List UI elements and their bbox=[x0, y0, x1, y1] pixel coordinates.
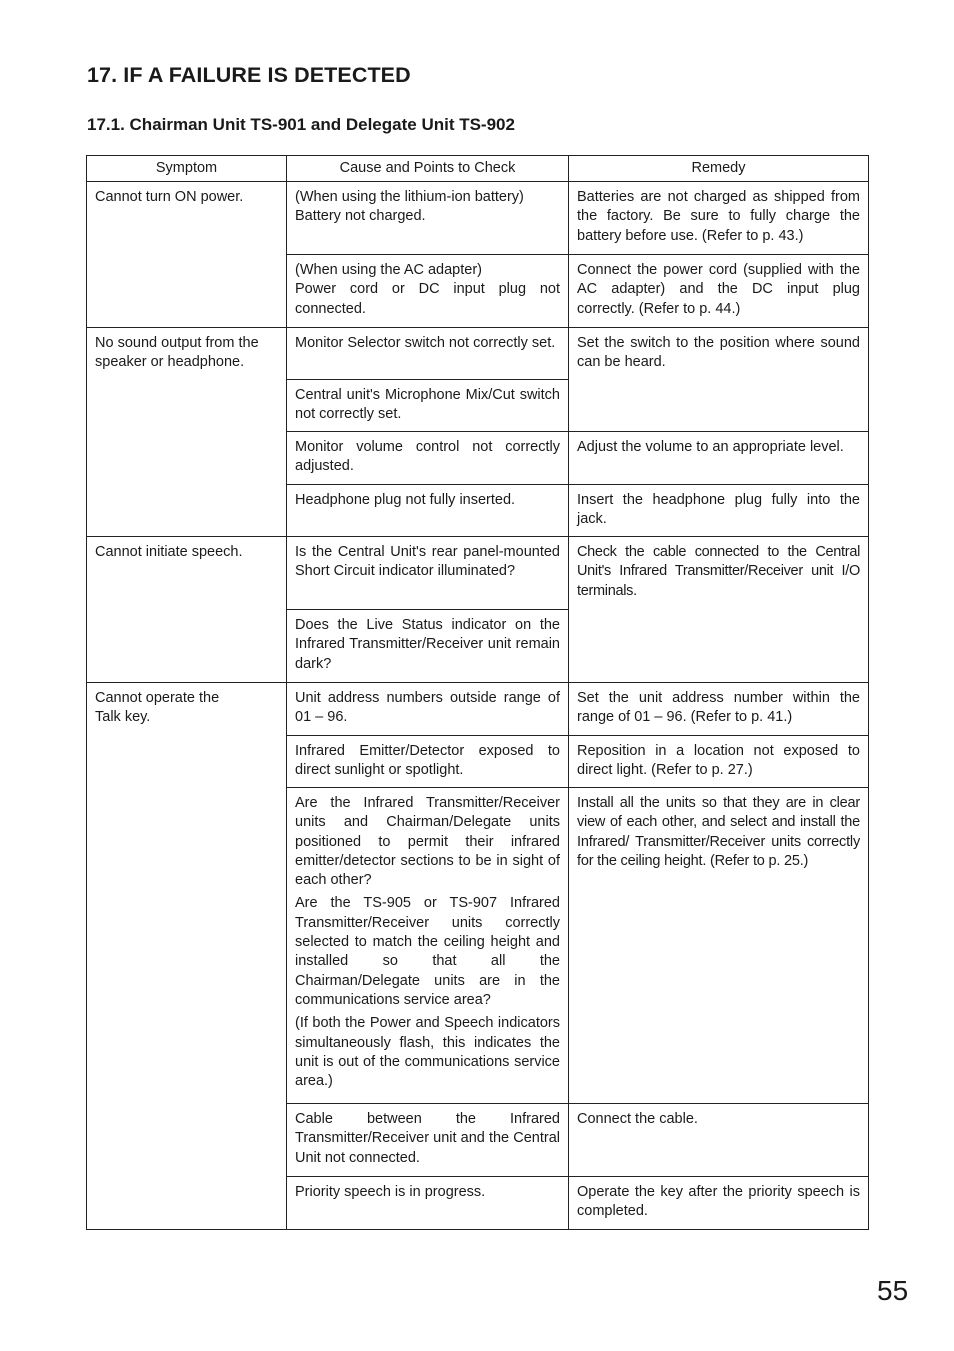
cause-cell bbox=[287, 255, 569, 328]
troubleshooting-table bbox=[86, 155, 869, 1230]
cause-cell: Central unit's Microphone Mix/Cut switch not correctly set. bbox=[287, 380, 569, 432]
column-header-remedy: Remedy bbox=[569, 156, 869, 182]
section-title: 17.1. Chairman Unit TS-901 and Delegate Unit TS-902 bbox=[87, 115, 515, 134]
table-row bbox=[87, 683, 869, 736]
remedy-cell: Connect the cable. bbox=[569, 1104, 869, 1177]
remedy-cell: Insert the headphone plug fully into the jack. bbox=[569, 485, 869, 537]
remedy-cell: Adjust the volume to an appropriate level. bbox=[569, 432, 869, 485]
cause-cell bbox=[287, 788, 569, 1104]
table-row bbox=[87, 328, 869, 380]
cause-line: Power cord or DC input plug not connected. bbox=[295, 281, 560, 317]
symptom-cell: Cannot initiate speech. bbox=[87, 537, 287, 683]
page-number: 55 bbox=[877, 1275, 909, 1306]
cause-line: (When using the lithium-ion battery) bbox=[295, 189, 524, 205]
cause-cell: Monitor volume control not correctly adjusted. bbox=[287, 432, 569, 485]
table-row bbox=[87, 537, 869, 610]
cause-cell: Unit address numbers outside range of 01 – 96. bbox=[287, 683, 569, 736]
cause-cell: Does the Live Status indicator on the Infrared Transmitter/Receiver unit remain dark? bbox=[287, 610, 569, 683]
table-row bbox=[87, 182, 869, 255]
remedy-cell: Operate the key after the priority speech is completed. bbox=[569, 1177, 869, 1230]
remedy-cell: Set the unit address number within the range of 01 – 96. (Refer to p. 41.) bbox=[569, 683, 869, 736]
remedy-cell: Check the cable connected to the Central Unit's Infrared Transmitter/Receiver unit I/O terminals. bbox=[569, 537, 869, 683]
page-title: 17. IF A FAILURE IS DETECTED bbox=[87, 63, 411, 87]
remedy-cell: Install all the units so that they are in clear view of each other, and select and install the Infrared/ Transmitter/Receiver units correctly for the ceiling height. (Refer to p. 25.) bbox=[569, 788, 869, 1104]
symptom-cell: No sound output from the speaker or headphone. bbox=[87, 328, 287, 537]
cause-paragraph: Are the TS-905 or TS-907 Infrared Transmitter/Receiver units correctly selected to match the ceiling height and installed so that all the Chairman/Delegate units are in the communications service area? bbox=[295, 895, 560, 1008]
remedy-cell: Set the switch to the position where sound can be heard. bbox=[569, 328, 869, 432]
cause-cell: Cable between the Infrared Transmitter/Receiver unit and the Central Unit not connected. bbox=[287, 1104, 569, 1177]
cause-paragraph: (If both the Power and Speech indicators simultaneously flash, this indicates the unit is out of the communications service area.) bbox=[295, 1015, 560, 1090]
cause-line: Battery not charged. bbox=[295, 208, 426, 225]
table-header-row bbox=[87, 156, 869, 182]
cause-cell: Monitor Selector switch not correctly set. bbox=[287, 328, 569, 380]
cause-cell: Infrared Emitter/Detector exposed to direct sunlight or spotlight. bbox=[287, 736, 569, 788]
remedy-cell: Connect the power cord (supplied with the AC adapter) and the DC input plug correctly. (Refer to p. 44.) bbox=[569, 255, 869, 328]
remedy-cell: Batteries are not charged as shipped from the factory. Be sure to fully charge the battery before use. (Refer to p. 43.) bbox=[569, 182, 869, 255]
symptom-cell: Cannot turn ON power. bbox=[87, 182, 287, 328]
cause-cell bbox=[287, 182, 569, 255]
cause-cell: Headphone plug not fully inserted. bbox=[287, 485, 569, 537]
cause-line: (When using the AC adapter) bbox=[295, 262, 482, 278]
symptom-cell: Cannot operate the Talk key. bbox=[87, 683, 287, 1230]
cause-paragraph: Are the Infrared Transmitter/Receiver units and Chairman/Delegate units positioned to permit their infrared emitter/detector sections to be in sight of each other? bbox=[295, 795, 560, 889]
column-header-cause: Cause and Points to Check bbox=[287, 156, 569, 182]
column-header-symptom: Symptom bbox=[87, 156, 287, 182]
remedy-cell: Reposition in a location not exposed to direct light. (Refer to p. 27.) bbox=[569, 736, 869, 788]
cause-cell: Is the Central Unit's rear panel-mounted Short Circuit indicator illuminated? bbox=[287, 537, 569, 610]
cause-cell: Priority speech is in progress. bbox=[287, 1177, 569, 1230]
